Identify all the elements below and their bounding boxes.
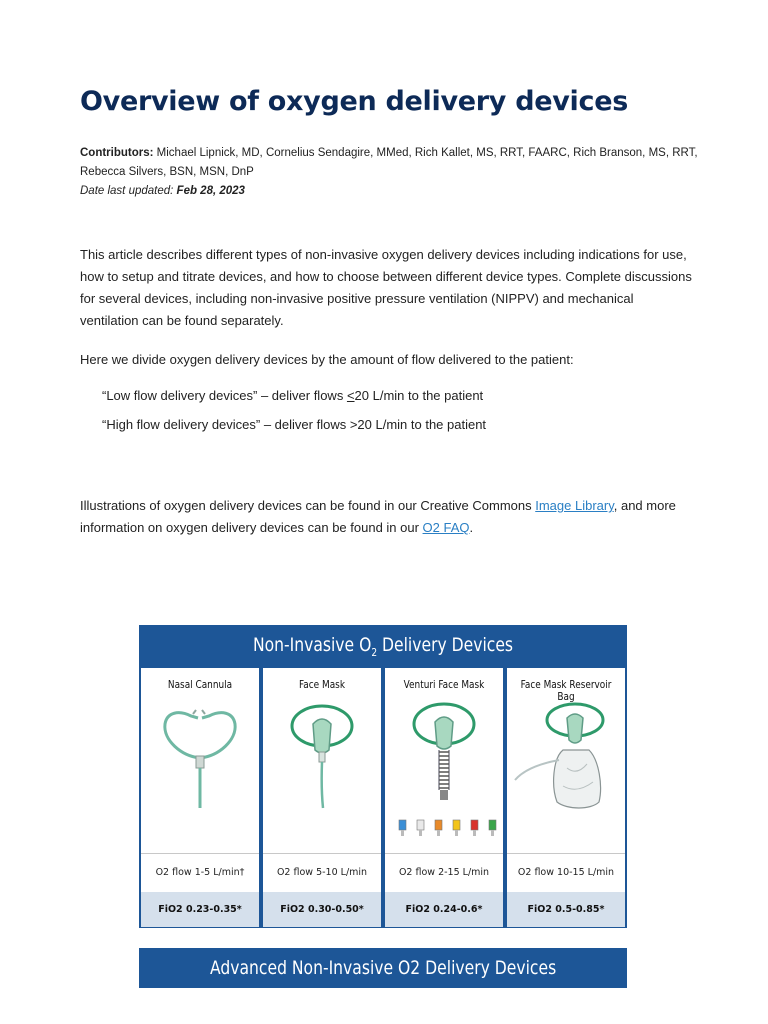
- low-flow-item: [102, 386, 483, 406]
- date-value: Feb 28, 2023: [176, 185, 245, 197]
- venturi-valve-icon: [471, 820, 478, 830]
- venturi-valve-stem: [401, 830, 404, 836]
- venturi-valves: [399, 820, 496, 836]
- advanced-devices-banner: [139, 948, 627, 988]
- venturi-valve-icon: [453, 820, 460, 830]
- figure-heading: [183, 625, 583, 666]
- venturi-valve-icon: [399, 820, 406, 830]
- divide-paragraph: Here we divide oxygen delivery devices by the amount of flow delivered to the patient:: [80, 352, 574, 367]
- venturi-valve-icon: [435, 820, 442, 830]
- illus-text: Illustrations of oxygen delivery devices can be found in our Creative Commons: [80, 498, 536, 513]
- device-panel-face-mask: [263, 668, 381, 927]
- venturi-valve-stem: [491, 830, 494, 836]
- device-flow: O2 flow 5-10 L/min: [263, 853, 381, 892]
- illustrations-paragraph: [80, 495, 695, 539]
- o2-faq-link[interactable]: O2 FAQ: [422, 520, 470, 535]
- device-fio2: FiO2 0.5-0.85*: [507, 892, 625, 927]
- contributors-names-cont: Rebecca Silvers, BSN, MSN, DnP: [80, 166, 254, 178]
- intro-paragraph: This article describes different types of non-invasive oxygen delivery devices including indications for use, how to setup and titrate devices, and how to choose between different device types. Complete discussions for several devices, including non-invasive positive pressure ventilation (NIPPV) and mechanical ventilation can be found separately.: [80, 247, 692, 328]
- contributors-label: Contributors:: [80, 147, 154, 159]
- date-label: Date last updated:: [80, 185, 177, 197]
- article-meta: [80, 144, 700, 201]
- device-flow: O2 flow 2-15 L/min: [385, 853, 503, 892]
- venturi-valve-stem: [437, 830, 440, 836]
- device-flow: O2 flow 10-15 L/min: [507, 853, 625, 892]
- low-flow-text: “Low flow delivery devices” – deliver flows: [102, 388, 347, 403]
- device-fio2: FiO2 0.23-0.35*: [141, 892, 259, 927]
- venturi-mask-icon: [385, 698, 503, 853]
- low-flow-text-end: 20 L/min to the patient: [354, 388, 484, 403]
- device-panel-nasal-cannula: [141, 668, 259, 927]
- high-flow-item: “High flow delivery devices” – deliver flows >20 L/min to the patient: [102, 417, 487, 432]
- date-last-updated: [80, 182, 700, 201]
- less-equal-symbol: <: [346, 388, 355, 403]
- device-name: Nasal Cannula: [167, 679, 233, 691]
- device-flow: O2 flow 1-5 L/min†: [141, 853, 259, 892]
- device-panel-reservoir-bag: [507, 668, 625, 927]
- page-title: Overview of oxygen delivery devices: [80, 86, 628, 117]
- contributors: [80, 144, 700, 163]
- device-name: Venturi Face Mask: [403, 679, 485, 691]
- reservoir-bag-mask-icon: [507, 698, 625, 853]
- figure-heading-pre: Non-Invasive O: [252, 634, 372, 656]
- contributors-names: Michael Lipnick, MD, Cornelius Sendagire, MMed, Rich Kallet, MS, RRT, FAARC, Rich Branson, MS, RRT,: [153, 147, 698, 159]
- nasal-cannula-icon: [141, 698, 259, 853]
- figure-heading-post: Delivery Devices: [377, 634, 514, 656]
- device-fio2: FiO2 0.30-0.50*: [263, 892, 381, 927]
- devices-figure: [139, 625, 627, 928]
- device-fio2: FiO2 0.24-0.6*: [385, 892, 503, 927]
- face-mask-icon: [263, 698, 381, 853]
- image-library-link[interactable]: Image Library: [535, 498, 614, 513]
- device-name: Face Mask Reservoir Bag: [520, 679, 612, 703]
- venturi-valve-stem: [455, 830, 458, 836]
- illus-text-end: .: [469, 520, 474, 535]
- venturi-valve-stem: [419, 830, 422, 836]
- figure-heading-sub: 2: [371, 645, 378, 659]
- device-panel-venturi-mask: [385, 668, 503, 927]
- device-name: Face Mask: [298, 679, 346, 691]
- venturi-valve-icon: [417, 820, 424, 830]
- advanced-devices-title: Advanced Non-Invasive O2 Delivery Devices: [209, 957, 557, 979]
- venturi-valve-icon: [489, 820, 496, 830]
- illus-text-mid: , and more information on oxygen delivery devices can be found in our: [80, 498, 676, 535]
- venturi-valve-stem: [473, 830, 476, 836]
